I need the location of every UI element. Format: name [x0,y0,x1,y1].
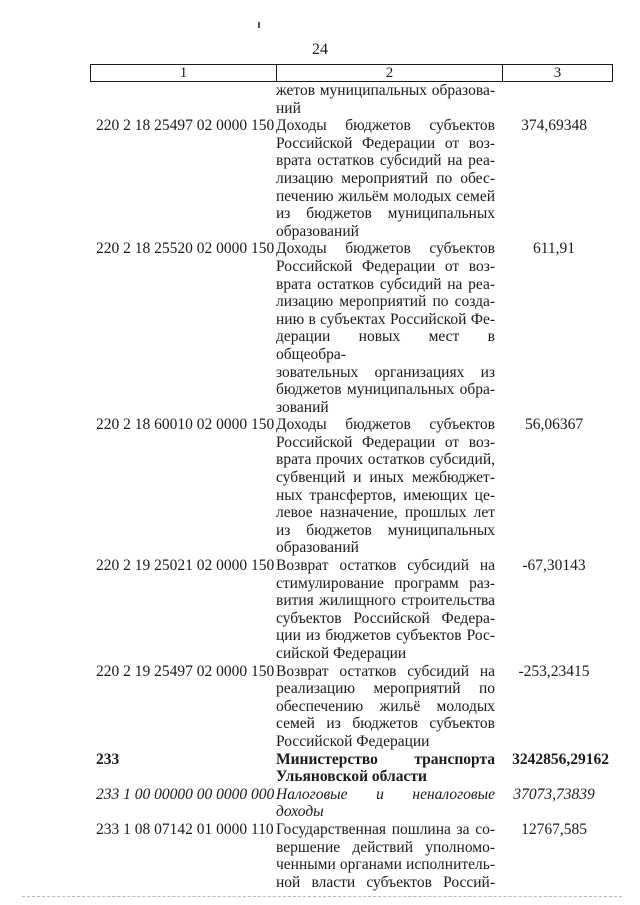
description-line: ний [276,99,301,117]
description-line: Российской Федерации [276,732,430,750]
table-row [90,82,613,117]
description-line: Налоговые и неналоговые доходы [276,785,495,821]
description-line: стимулирование программ раз- [276,574,495,592]
row-description [276,82,495,117]
description-line: Доходы бюджетов субъектов [276,240,495,258]
description-line: субвенций и иных межбюджет- [276,469,495,487]
row-amount: 374,69348 [521,117,587,135]
description-line: Государственная пошлина за со- [276,820,495,838]
description-line: обеспечению жильё молодых [276,697,495,715]
row-code: 220 2 18 60010 02 0000 150 [96,416,275,434]
description-line: Министерство транспорта [276,750,495,768]
description-line: Российской Федерации от воз- [276,433,495,451]
description-line: печению жильём молодых семей [276,187,495,205]
description-line: зований [276,398,329,416]
description-line: бюджетов муниципальных обра- [276,381,495,399]
description-line: из бюджетов муниципальных [276,521,495,539]
description-line: Российской Федерации от воз- [276,257,495,275]
description-line: Российской Федерации от воз- [276,134,495,152]
row-amount: 611,91 [532,240,576,258]
row-amount: -67,30143 [522,557,586,575]
description-line: зовательных организациях из [276,363,495,381]
description-line: образований [276,222,359,240]
header-col-3: 3 [502,65,612,81]
description-line: лизацию мероприятий по созда- [276,293,495,311]
header-col-1: 1 [179,65,188,81]
row-amount [495,82,613,117]
description-line: Возврат остатков субсидий на [276,557,495,575]
description-line: врата остатков субсидий на реа- [276,152,495,170]
description-line: нию в субъектах Российской Фе- [276,310,495,328]
table-row [90,821,613,891]
row-amount: -253,23415 [518,662,590,680]
description-line: реализацию мероприятий по [276,680,495,698]
header-col-2: 2 [276,65,502,81]
row-code: 233 1 00 00000 00 0000 000 [96,785,275,803]
row-description [276,786,495,821]
row-code: 220 2 18 25520 02 0000 150 [96,240,275,258]
description-line: жетов муниципальных образова- [276,82,495,99]
description-line: врата остатков субсидий на реа- [276,275,495,293]
table-row [90,240,613,416]
row-code: 220 2 19 25497 02 0000 150 [96,662,275,680]
row-description [276,821,495,891]
description-line: семей из бюджетов субъектов [276,715,495,733]
row-description [276,240,495,416]
description-line: Возврат остатков субсидий на [276,662,495,680]
description-line: Доходы бюджетов субъектов [276,117,495,135]
description-line: Доходы бюджетов субъектов [276,416,495,434]
row-code: 220 2 19 25021 02 0000 150 [96,557,275,575]
table-row [90,751,613,786]
row-description [276,117,495,240]
description-line: ных трансфертов, имеющих це- [276,486,495,504]
description-line: ченными органами исполнитель- [276,856,495,874]
scan-edge [22,896,622,897]
row-description [276,751,495,786]
row-amount: 12767,585 [521,820,587,838]
description-line: ной власти субъектов Россий- [276,873,495,891]
table-row [90,557,613,663]
table-body [90,82,613,891]
description-line: врата прочих остатков субсидий, [276,451,495,469]
description-line: левое назначение, прошлых лет [276,504,495,522]
row-code: 233 1 08 07142 01 0000 110 [96,820,274,838]
table-row [90,663,613,751]
row-description [276,557,495,663]
table-row [90,786,613,821]
description-line: лизацию мероприятий по обес- [276,169,495,187]
description-line: вершение действий уполномо- [276,838,495,856]
description-line: вития жилищного строительства [276,592,495,610]
row-amount: 37073,73839 [513,785,595,803]
row-code [90,82,276,117]
row-code: 220 2 18 25497 02 0000 150 [96,117,275,135]
description-line: субъектов Российской Федера- [276,609,495,627]
table-row [90,117,613,240]
description-line: из бюджетов муниципальных [276,205,495,223]
row-amount: 3242856,29162 [512,750,609,768]
table-header [90,64,613,82]
description-line: ции из бюджетов субъектов Рос- [276,627,495,645]
row-description [276,663,495,751]
description-line: дерации новых мест в общеобра- [276,328,495,363]
scan-mark [258,22,260,28]
description-line: Ульяновской области [276,768,427,786]
row-code: 233 [96,750,120,768]
row-description [276,416,495,557]
description-line: образований [276,539,359,557]
page-number: 24 [312,41,328,58]
description-line: сийской Федерации [276,645,407,662]
row-amount: 56,06367 [524,416,584,434]
table-row [90,416,613,557]
